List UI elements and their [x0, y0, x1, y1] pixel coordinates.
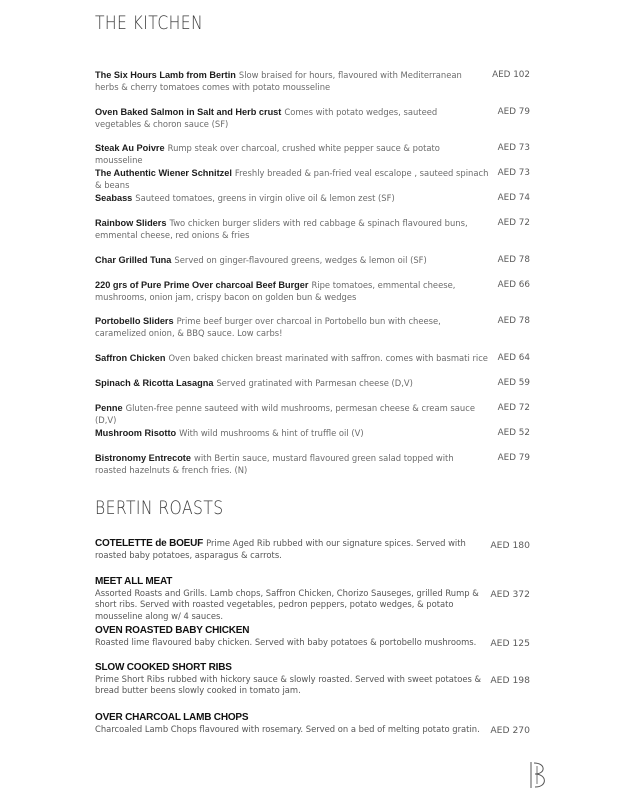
item-price: AED 72 — [497, 218, 530, 228]
item-price: AED 64 — [497, 353, 530, 363]
item-description: Comes with potato wedges, sauteed vegetables & choron sauce (SF) — [95, 107, 438, 129]
item-description: Gluten-free penne sauteed with wild mushrooms, permesan cheese & cream sauce (D,V) — [95, 403, 475, 425]
item-name: The Six Hours Lamb from Bertin — [95, 70, 236, 80]
item-price: AED 73 — [497, 168, 530, 178]
item-description: Prime Short Ribs rubbed with hickory sauce & slowly roasted. Served with sweet potatoes & bread butter beens slowly cooked in tomato jam. — [95, 673, 482, 695]
menu-item-steak-au-poivre — [95, 143, 530, 166]
item-description: Sauteed tomatoes, greens in virgin olive oil & lemon zest (SF) — [135, 193, 395, 203]
item-price: AED 79 — [497, 453, 530, 463]
menu-item-rainbow-sliders — [95, 218, 530, 241]
item-price: AED 59 — [497, 378, 530, 388]
roasts-section-title: BERTIN ROASTS — [95, 497, 224, 519]
menu-item-penne — [95, 403, 530, 426]
item-price: AED 74 — [497, 193, 530, 203]
item-description: Served gratinated with Parmesan cheese (D,V) — [216, 378, 413, 388]
item-price: AED 79 — [497, 107, 530, 117]
item-name: Rainbow Sliders — [95, 218, 167, 228]
menu-item-lasagna — [95, 378, 530, 390]
item-name: COTELETTE de BOEUF — [95, 538, 204, 549]
item-name: Portobello Sliders — [95, 316, 174, 326]
menu-item-baked-salmon — [95, 107, 530, 130]
item-name: MEET ALL MEAT — [95, 576, 173, 587]
item-name: 220 grs of Pure Prime Over charcoal Beef Burger — [95, 280, 309, 290]
item-description: Roasted lime flavoured baby chicken. Served with baby potatoes & portobello mushrooms. — [95, 636, 477, 647]
item-price: AED 78 — [497, 316, 530, 326]
menu-item-wiener-schnitzel — [95, 168, 530, 191]
item-name: Steak Au Poivre — [95, 143, 165, 153]
item-price: AED 198 — [490, 675, 530, 686]
item-name: Bistronomy Entrecote — [95, 453, 191, 463]
item-name: OVEN ROASTED BABY CHICKEN — [95, 625, 250, 636]
item-description: Two chicken burger sliders with red cabbage & spinach flavoured buns, emmental cheese, red onions & fries — [95, 218, 468, 240]
item-description: Charcoaled Lamb Chops flavoured with rosemary. Served on a bed of melting potato gratin. — [95, 723, 480, 734]
item-price: AED 180 — [490, 540, 530, 551]
item-description: with Bertin sauce, mustard flavoured green salad topped with roasted hazelnuts & french fries. (N) — [95, 453, 454, 475]
item-name: Spinach & Ricotta Lasagna — [95, 378, 214, 388]
menu-item-seabass — [95, 193, 530, 205]
item-name: OVER CHARCOAL LAMB CHOPS — [95, 712, 249, 723]
menu-item-saffron-chicken — [95, 353, 530, 365]
item-name: Seabass — [95, 193, 133, 203]
item-price: AED 102 — [492, 70, 530, 80]
kitchen-section-title: THE KITCHEN — [95, 12, 204, 34]
menu-item-six-hours-lamb — [95, 70, 530, 93]
roast-item-lamb-chops — [95, 712, 530, 735]
item-description: Rump steak over charcoal, crushed white pepper sauce & potato mousseline — [95, 143, 440, 165]
item-price: AED 73 — [497, 143, 530, 153]
menu-item-mushroom-risotto — [95, 428, 530, 440]
item-description: Oven baked chicken breast marinated with saffron. comes with basmati rice — [168, 353, 488, 363]
item-name: SLOW COOKED SHORT RIBS — [95, 662, 232, 673]
item-name: The Authentic Wiener Schnitzel — [95, 168, 232, 178]
item-name: Char Grilled Tuna — [95, 255, 172, 265]
item-name: Oven Baked Salmon in Salt and Herb crust — [95, 107, 282, 117]
item-price: AED 372 — [490, 589, 530, 600]
bertin-b-logo-icon — [527, 760, 549, 790]
item-name: Penne — [95, 403, 123, 413]
item-price: AED 78 — [497, 255, 530, 265]
item-description: Served on ginger-flavoured greens, wedges & lemon oil (SF) — [174, 255, 427, 265]
item-description: Prime beef burger over charcoal in Portobello bun with cheese, caramelized onion, & BBQ sauce. Low carbs! — [95, 316, 441, 338]
item-description: With wild mushrooms & hint of truffle oil (V) — [179, 428, 364, 438]
item-description: Prime Aged Rib rubbed with our signature spices. Served with roasted baby potatoes, asparagus & carrots. — [95, 538, 466, 560]
roast-item-cotelette-de-boeuf — [95, 538, 530, 561]
menu-item-bistronomy-entrecote — [95, 453, 530, 476]
item-name: Saffron Chicken — [95, 353, 166, 363]
menu-item-beef-burger — [95, 280, 530, 303]
roast-item-oven-roasted-baby-chicken — [95, 625, 530, 648]
item-description: Slow braised for hours, flavoured with Mediterranean herbs & cherry tomatoes comes with potato mousseline — [95, 70, 462, 92]
item-name: Mushroom Risotto — [95, 428, 177, 438]
item-description: Freshly breaded & pan-fried veal escalope , sauteed spinach & beans — [95, 168, 489, 190]
menu-item-portobello-sliders — [95, 316, 530, 339]
item-price: AED 270 — [490, 725, 530, 736]
item-description: Ripe tomatoes, emmental cheese, mushrooms, onion jam, crispy bacon on golden bun & wedges — [95, 280, 456, 302]
roast-item-meet-all-meat — [95, 576, 530, 622]
item-price: AED 125 — [490, 638, 530, 649]
roast-item-slow-cooked-short-ribs — [95, 662, 530, 697]
item-price: AED 66 — [497, 280, 530, 290]
item-price: AED 72 — [497, 403, 530, 413]
menu-item-char-grilled-tuna — [95, 255, 530, 267]
item-price: AED 52 — [497, 428, 530, 438]
item-description: Assorted Roasts and Grills. Lamb chops, Saffron Chicken, Chorizo Sauseges, grilled Rump & short ribs. Served with roasted vegetables, pedron peppers, potato wedges, & potato mousseline along w/ 4 sauces. — [95, 587, 479, 621]
